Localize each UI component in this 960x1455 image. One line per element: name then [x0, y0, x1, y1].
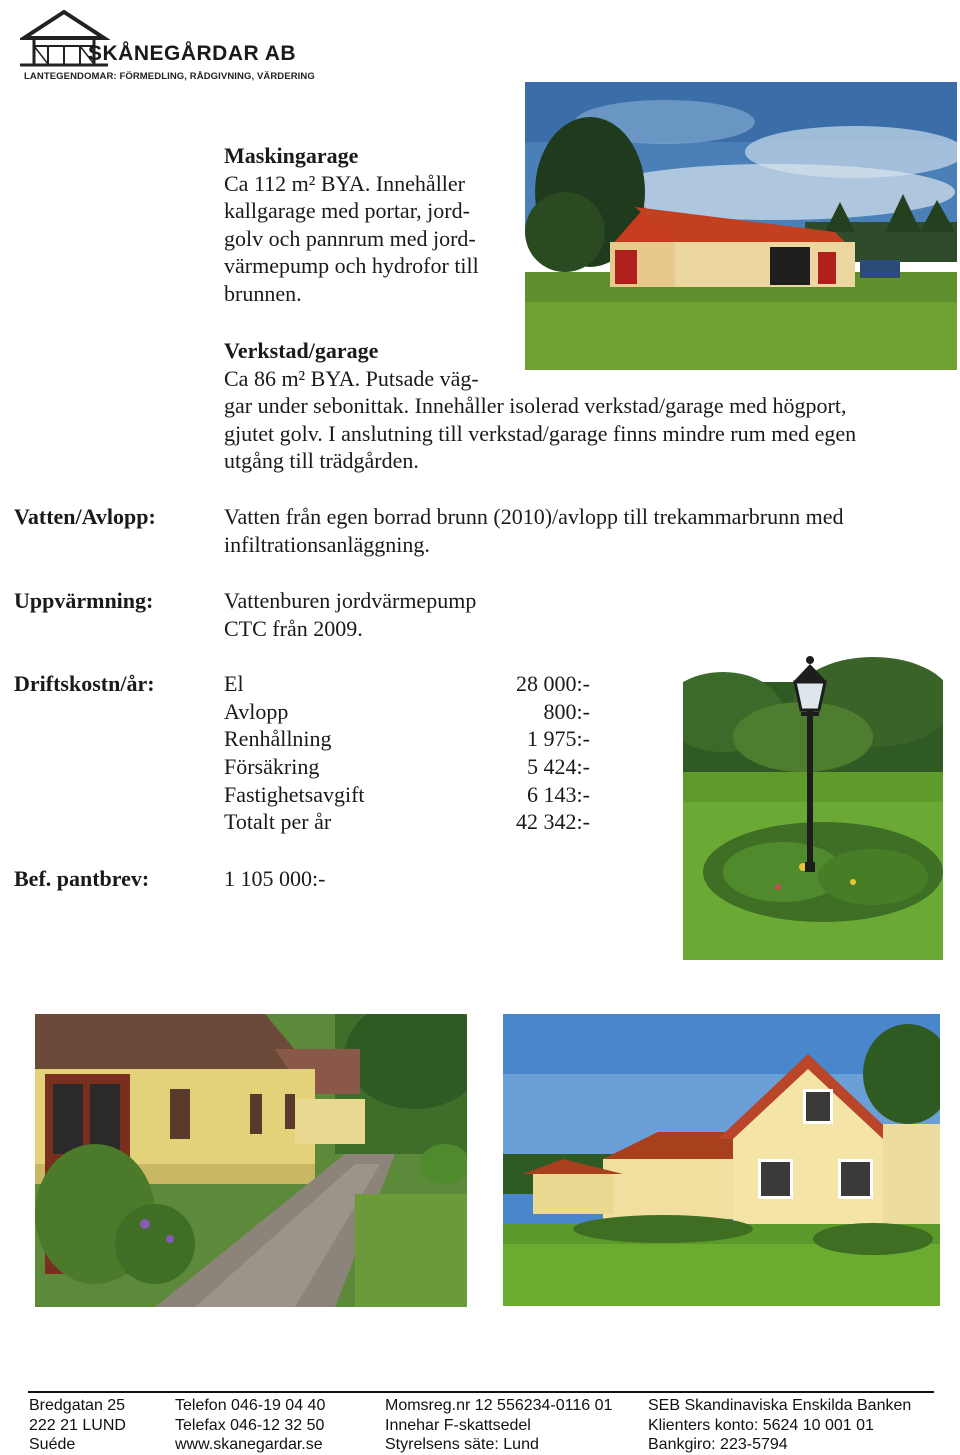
pantbrev-value: 1 105 000:- — [224, 866, 326, 891]
cost-row-total — [224, 808, 590, 836]
cost-value: 800:- — [543, 698, 590, 724]
text-line: kallgarage med portar, jord- — [224, 198, 470, 223]
cost-value: 1 975:- — [527, 726, 590, 752]
text-line: Vattenburen jordvärmepump — [224, 588, 477, 613]
section-vatten — [224, 503, 944, 558]
footer-line: Bankgiro: 223-5794 — [648, 1436, 788, 1453]
text-line: golv och pannrum med jord- — [224, 225, 476, 251]
company-logo — [20, 8, 350, 88]
section-heading: Verkstad/garage — [224, 338, 379, 363]
footer-line: 222 21 LUND — [29, 1416, 126, 1434]
photo-house-path — [35, 1014, 467, 1307]
cost-label: Försäkring — [224, 754, 320, 780]
cost-row — [224, 781, 590, 809]
footer-col-contact — [175, 1396, 325, 1455]
cost-value: 6 143:- — [527, 781, 590, 807]
label-vatten: Vatten/Avlopp: — [14, 504, 156, 529]
footer-line: Suéde — [29, 1436, 76, 1453]
photo-garden-lamp — [683, 572, 943, 960]
text-line: infiltrationsanläggning. — [224, 531, 430, 557]
photo-yellow-house — [503, 1014, 940, 1306]
text-line: utgång till trädgården. — [224, 448, 419, 473]
cost-label: Avlopp — [224, 698, 289, 724]
text-line: brunnen. — [224, 280, 302, 306]
footer-line: Telefax 046-12 32 50 — [175, 1416, 325, 1434]
cost-value: 28 000:- — [516, 671, 590, 696]
cost-row — [224, 698, 590, 726]
footer-line: SEB Skandinaviska Enskilda Banken — [648, 1397, 912, 1414]
cost-row — [224, 753, 590, 781]
label-driftskostnad: Driftskostn/år: — [14, 671, 155, 696]
footer-rule — [28, 1391, 934, 1393]
text-line: gar under sebonittak. Innehåller isolerad verkstad/garage med högport, — [224, 393, 847, 418]
footer-line: Bredgatan 25 — [29, 1397, 126, 1414]
cost-label: El — [224, 671, 244, 696]
section-verkstad — [224, 337, 944, 475]
footer-col-bank — [648, 1396, 911, 1455]
cost-value: 5 424:- — [527, 754, 590, 780]
footer-line: Momsreg.nr 12 556234-0116 01 — [385, 1397, 613, 1414]
cost-row — [224, 725, 590, 753]
text-line: gjutet golv. I anslutning till verkstad/garage finns mindre rum med egen — [224, 420, 857, 446]
section-maskingarage — [224, 142, 524, 307]
section-heading: Maskingarage — [224, 143, 359, 168]
footer-line: Telefon 046-19 04 40 — [175, 1397, 326, 1414]
text-line: Vatten från egen borrad brunn (2010)/avlopp till trekammarbrunn med — [224, 504, 844, 529]
footer-line: Styrelsens säte: Lund — [385, 1436, 539, 1453]
footer-col-address — [29, 1396, 126, 1455]
text-line: värmepump och hydrofor till — [224, 253, 479, 278]
footer-line: Innehar F-skattsedel — [385, 1416, 531, 1434]
text-line: CTC från 2009. — [224, 615, 363, 641]
footer-website-link[interactable]: www.skanegardar.se — [175, 1436, 323, 1453]
cost-table — [224, 670, 590, 836]
section-uppvarmning — [224, 587, 624, 642]
cost-value: 42 342:- — [516, 809, 590, 835]
cost-label: Renhållning — [224, 726, 332, 752]
label-pantbrev: Bef. pantbrev: — [14, 866, 150, 891]
text-line: Ca 112 m² BYA. Innehåller — [224, 170, 466, 196]
company-tagline: LANTEGENDOMAR: FÖRMEDLING, RÅDGIVNING, VÄRDERING — [24, 71, 315, 82]
cost-label: Fastighetsavgift — [224, 781, 365, 807]
text-line: Ca 86 m² BYA. Putsade väg- — [224, 365, 479, 391]
company-name: SKÅNEGÅRDAR AB — [88, 42, 297, 65]
photo-machine-garage — [525, 82, 957, 370]
label-uppvarmning: Uppvärmning: — [14, 588, 154, 613]
cost-row — [224, 670, 590, 698]
footer-col-registration — [385, 1396, 612, 1455]
footer-line: Klienters konto: 5624 10 001 01 — [648, 1416, 874, 1434]
cost-label: Totalt per år — [224, 809, 332, 835]
